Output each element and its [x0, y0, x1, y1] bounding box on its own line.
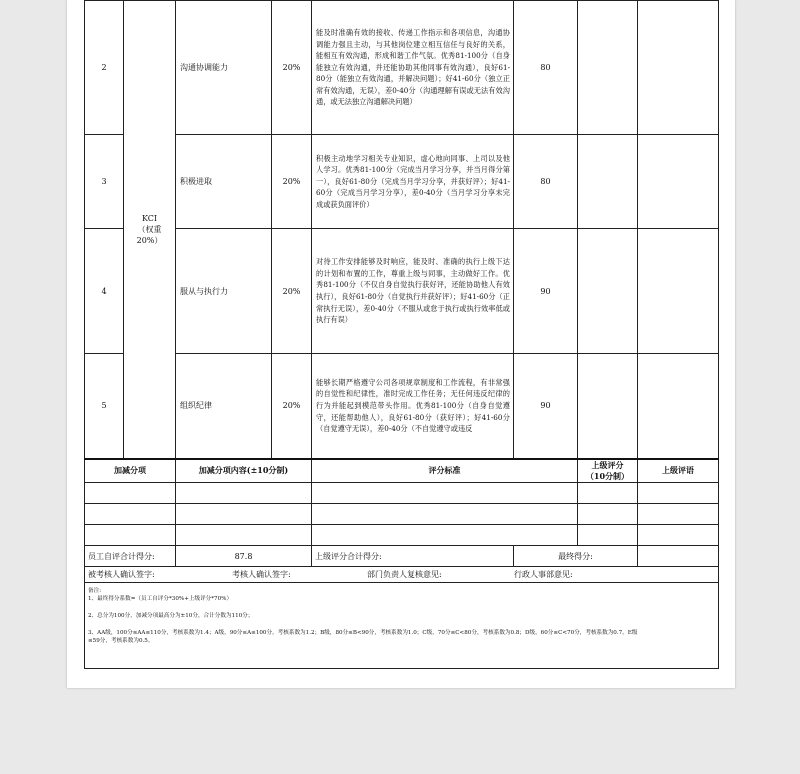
bonus-item-header: 加减分项 [85, 459, 176, 483]
item-weight: 20% [272, 135, 312, 229]
item-weight: 20% [272, 354, 312, 459]
bonus-comment-cell[interactable] [638, 504, 719, 525]
table-row [85, 354, 719, 459]
bonus-content-cell[interactable] [176, 525, 312, 546]
note-2: 2、总分为100分，加减分项最高分为±10分，合计分数为110分； [88, 613, 254, 619]
superior-score-cell[interactable] [578, 1, 638, 135]
notes-cell [85, 583, 719, 669]
bonus-row [85, 525, 719, 546]
bonus-score-cell[interactable] [578, 525, 638, 546]
performance-appraisal-table [84, 0, 719, 669]
superior-score-cell[interactable] [578, 135, 638, 229]
row-number: 3 [85, 135, 124, 229]
bonus-row [85, 483, 719, 504]
bonus-standard-cell[interactable] [312, 504, 578, 525]
row-number: 4 [85, 229, 124, 354]
self-total-label: 员工自评合计得分: [85, 546, 176, 567]
dept-head-review-label: 部门负责人复核意见: [367, 570, 442, 579]
self-total-value: 87.8 [176, 546, 312, 567]
note-3: 3、AA级，100分≤AA≤110分，考核系数为1.4；A级，90分≤A≤100分，考核系数为1.2；B级，80分≤B<90分，考核系数为1.0；C级，70分≤C<80分，考核系数为0.8；D级，60分≤C<70分，考核系数为0.7。E级 [88, 630, 638, 636]
note-1: 1、最终得分系数=（员工自评分*30%+上级评分*70%） [88, 596, 233, 602]
bonus-header-row [85, 459, 719, 483]
signature-cell [85, 567, 719, 583]
superior-score-header-line1: 上级评分 [591, 459, 624, 470]
superior-comment-cell[interactable] [638, 229, 719, 354]
bonus-score-cell[interactable] [578, 504, 638, 525]
table-row [85, 135, 719, 229]
superior-score-header-line2: （10分制） [585, 470, 630, 481]
final-score-value[interactable] [638, 546, 719, 567]
bonus-item-cell[interactable] [85, 504, 176, 525]
scoring-standard-header: 评分标准 [312, 459, 578, 483]
item-weight: 20% [272, 229, 312, 354]
signature-row [85, 567, 719, 583]
superior-comment-cell[interactable] [638, 354, 719, 459]
scoring-criteria: 积极主动地学习相关专业知识，虚心地向同事、上司以及他人学习。优秀81-100分（完成当月学习分享，并当月得分第一），良好61-80分（完成当月学习分享，并获好评）；好41-60分（完成当月学习分享），差0-40分（当月学习分享未完成或获负面评价） [312, 135, 514, 229]
bonus-standard-cell[interactable] [312, 483, 578, 504]
kci-weight-label: （权重 [137, 224, 162, 234]
kci-category-cell [124, 1, 176, 459]
note-3-continued: ≤59分，考核系数为0.5。 [88, 638, 154, 644]
assessment-item: 服从与执行力 [176, 229, 272, 354]
self-score: 90 [514, 229, 578, 354]
notes-row [85, 583, 719, 669]
superior-score-cell[interactable] [578, 354, 638, 459]
assessment-item: 积极进取 [176, 135, 272, 229]
bonus-content-header: 加减分项内容(±10分制) [176, 459, 312, 483]
superior-score-header [578, 459, 638, 483]
bonus-score-cell[interactable] [578, 483, 638, 504]
self-score: 80 [514, 1, 578, 135]
employee-signature-label: 被考核人确认签字: [88, 570, 155, 579]
self-score: 80 [514, 135, 578, 229]
assessment-item: 组织纪律 [176, 354, 272, 459]
table-row [85, 229, 719, 354]
final-score-label: 最终得分: [514, 546, 638, 567]
bonus-comment-cell[interactable] [638, 483, 719, 504]
item-weight: 20% [272, 1, 312, 135]
bonus-comment-cell[interactable] [638, 525, 719, 546]
scoring-criteria: 能够长期严格遵守公司各项规章制度和工作流程，有非常强的自觉性和纪律性，准时完成工作任务；无任何违反纪律的行为并能起到模范带头作用。优秀81-100分（自身自觉遵守，还能帮助他人），良好61-80分（获好评）；好41-60分（自觉遵守无误），差0-40分（不自觉遵守或违反 [312, 354, 514, 459]
self-score: 90 [514, 354, 578, 459]
scoring-criteria: 对待工作安排能够及时响应，能及时、准确的执行上级下达的计划和布置的工作，尊重上级与同事，主动做好工作。优秀81-100分（不仅自身自觉执行获好评，还能协助他人有效执行），良好61-80分（自觉执行并获好评）；好41-60分（正常执行无误），差0-40分（不服从或怠于执行或执行效率低或执行有误） [312, 229, 514, 354]
superior-total-label: 上级评分合计得分: [312, 546, 514, 567]
row-number: 2 [85, 1, 124, 135]
superior-comment-cell[interactable] [638, 135, 719, 229]
bonus-row [85, 504, 719, 525]
kci-label: KCI [141, 213, 158, 223]
summary-row [85, 546, 719, 567]
bonus-content-cell[interactable] [176, 483, 312, 504]
kci-weight-value: 20%） [136, 235, 163, 245]
assessor-signature-label: 考核人确认签字: [232, 570, 291, 579]
notes-title: 备注: [88, 588, 102, 594]
bonus-item-cell[interactable] [85, 525, 176, 546]
superior-comment-header: 上级评语 [638, 459, 719, 483]
bonus-content-cell[interactable] [176, 504, 312, 525]
hr-opinion-label: 行政人事部意见: [514, 570, 573, 579]
bonus-item-cell[interactable] [85, 483, 176, 504]
assessment-item: 沟通协调能力 [176, 1, 272, 135]
table-row [85, 1, 719, 135]
superior-score-cell[interactable] [578, 229, 638, 354]
superior-comment-cell[interactable] [638, 1, 719, 135]
bonus-standard-cell[interactable] [312, 525, 578, 546]
scoring-criteria: 能及时准确有效的接收、传递工作指示和各项信息，沟通协调能力强且主动，与其他岗位建立相互信任与良好的关系，能相互有效沟通，形成和谐工作气氛。优秀81-100分（自身能独立有效沟通，并还能协助其他同事有效沟通），良好61-80分（能独立有效沟通，并解决问题）；好41-60分（独立正常有效沟通，无误），差0-40分（沟通理解有误或无法有效沟通，或无法独立沟通解决问题） [312, 1, 514, 135]
row-number: 5 [85, 354, 124, 459]
